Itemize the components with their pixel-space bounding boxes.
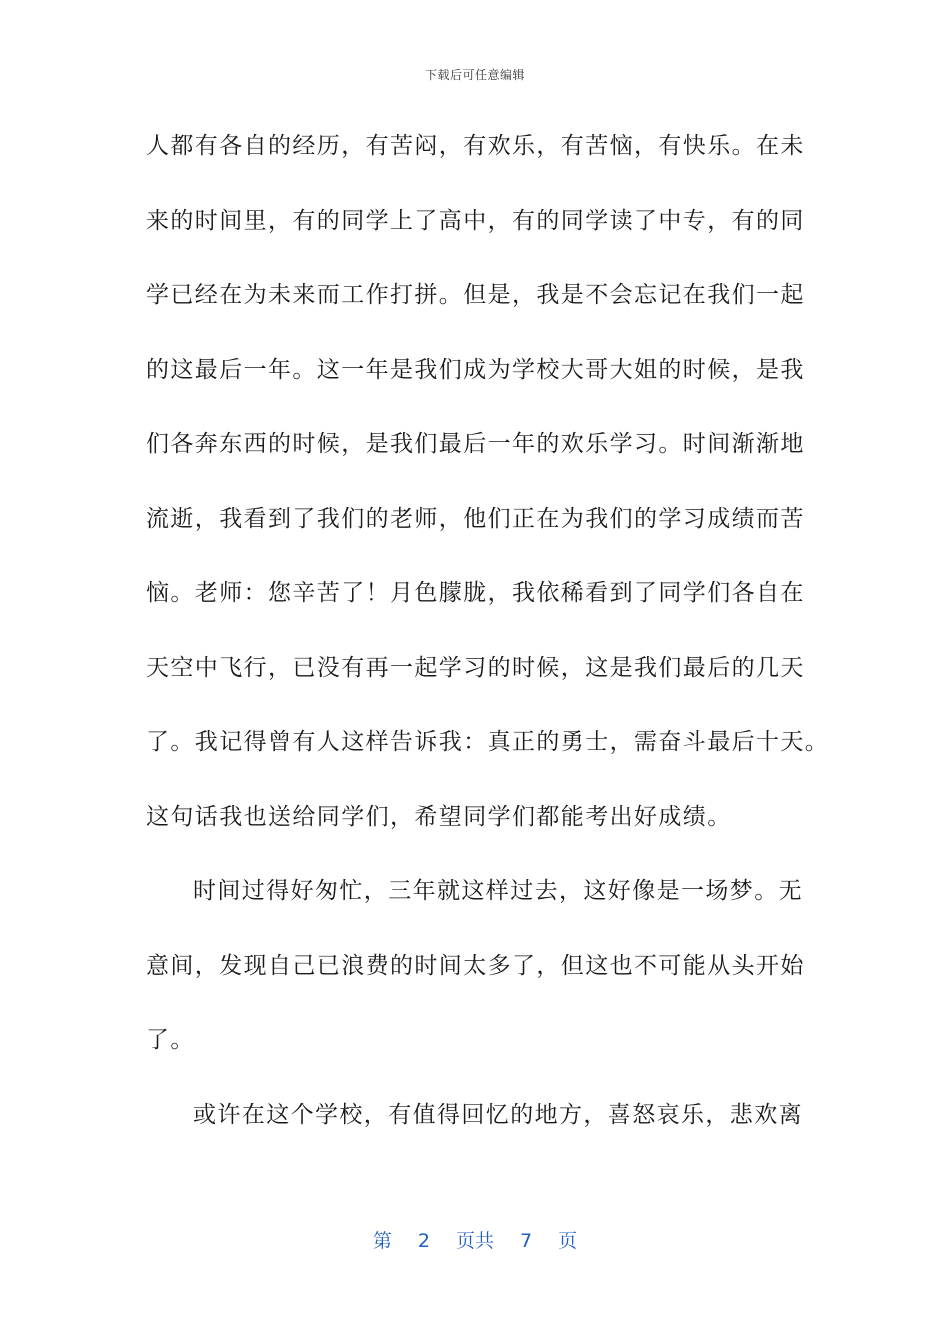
text-line: 意间，发现自己已浪费的时间太多了，但这也不可能从头开始 [146,952,805,979]
text-line: 恼。老师：您辛苦了！月色朦胧，我依稀看到了同学们各自在 [146,580,805,606]
footer-suffix: 页 [558,1230,578,1252]
footer-prefix: 第 [372,1230,392,1252]
header-note: 下载后可任意编辑 [424,68,525,82]
page-number-footer [0,1226,950,1253]
document-body [146,126,830,1169]
total-page-number: 7 [520,1230,533,1252]
current-page-number: 2 [417,1230,430,1252]
text-line: 人都有各自的经历，有苦闷，有欢乐，有苦恼，有快乐。在未 [146,133,805,159]
footer-middle: 页共 [455,1230,494,1252]
text-line: 了。我记得曾有人这样告诉我：真正的勇士，需奋斗最后十天。 [146,729,830,755]
paragraph-start-line: 时间过得好匆忙，三年就这样过去，这好像是一场梦。无 [193,878,803,904]
text-line: 流逝，我看到了我们的老师，他们正在为我们的学习成绩而苦 [146,505,805,532]
text-line: 天空中飞行，已没有再一起学习的时候，这是我们最后的几天 [146,654,805,681]
text-line: 学已经在为未来而工作打拼。但是，我是不会忘记在我们一起 [146,282,805,308]
text-line: 们各奔东西的时候，是我们最后一年的欢乐学习。时间渐渐地 [146,431,805,457]
text-line: 这句话我也送给同学们，希望同学们都能考出好成绩。 [146,803,732,830]
text-line: 的这最后一年。这一年是我们成为学校大哥大姐的时候，是我 [146,356,805,383]
text-line: 来的时间里，有的同学上了高中，有的同学读了中专，有的同 [146,207,805,234]
text-line: 了。 [146,1027,195,1053]
paragraph-start-line: 或许在这个学校，有值得回忆的地方，喜怒哀乐，悲欢离 [193,1101,803,1128]
